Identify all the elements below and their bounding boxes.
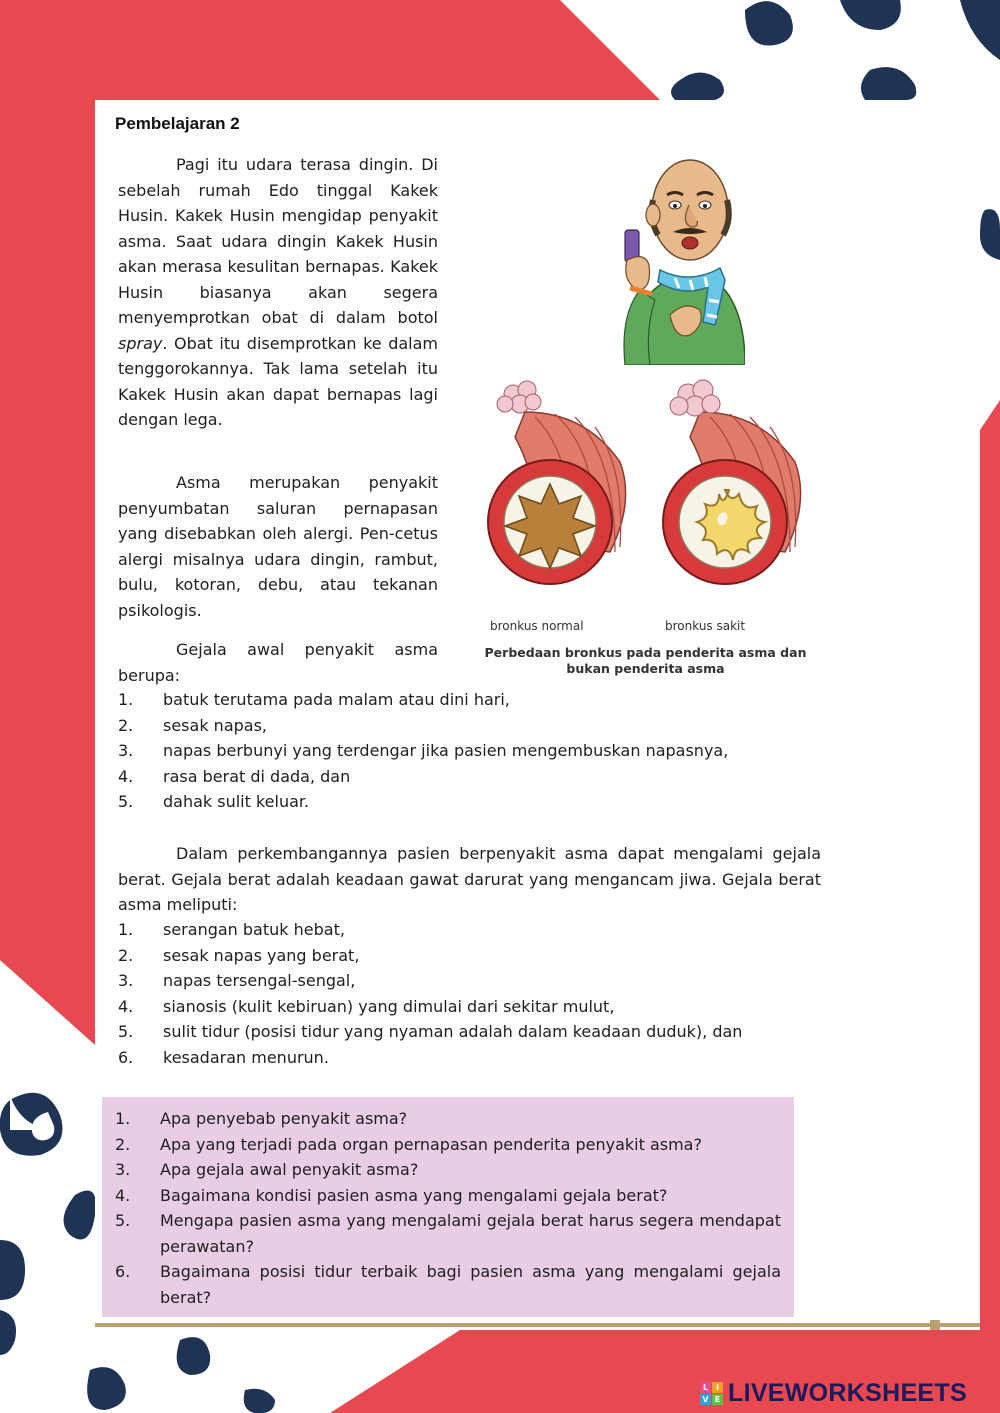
ear xyxy=(646,204,660,226)
paragraph-early-symptoms-text: Gejala awal penyakit asma berupa: xyxy=(118,640,438,685)
blob xyxy=(671,73,724,101)
question-item xyxy=(115,1208,781,1259)
logo-text: LIVEWORKSHEETS xyxy=(728,1378,967,1407)
paragraph-definition-text: Asma merupakan penyakit penyumbatan saluran pernapasan yang disebabkan oleh alergi. Pen-cetus alergi misalnya udara dingin, rambut, bulu, kotoran, debu, atau tekanan psikologis. xyxy=(118,473,438,620)
blob xyxy=(980,209,1000,260)
red-shape-top xyxy=(0,0,660,100)
worksheet-page xyxy=(95,100,980,1330)
label-bronchus-sick: bronkus sakit xyxy=(665,619,746,633)
paragraph-severe-symptoms-text: Dalam perkembangannya pasien berpenyakit asma dapat mengalami gejala berat. Gejala berat adalah keadaan gawat darurat yang mengancam jiwa. Gejala berat asma meliputi: xyxy=(118,844,821,914)
list-item-text: Apa penyebab penyakit asma? xyxy=(160,1109,408,1128)
label-bronchus-normal: bronkus normal xyxy=(490,619,584,633)
list-item-text: sianosis (kulit kebiruan) yang dimulai dari sekitar mulut, xyxy=(163,996,615,1016)
list-item-text: Apa yang terjadi pada organ pernapasan penderita penyakit asma? xyxy=(160,1134,702,1154)
bottom-decorative-rule xyxy=(95,1320,980,1330)
blob xyxy=(244,1389,275,1413)
list-item-number: 3. xyxy=(118,971,134,990)
list-item xyxy=(118,738,728,764)
logo-mark-icon xyxy=(700,1382,723,1405)
list-item-text: sesak napas yang berat, xyxy=(163,945,360,965)
list-item-text: sulit tidur (posisi tidur yang nyaman adalah dalam keadaan duduk), dan xyxy=(163,1022,743,1041)
bronchus-sick xyxy=(663,380,801,584)
list-item-number: 5. xyxy=(118,792,134,811)
list-item xyxy=(118,764,728,790)
blob xyxy=(861,67,916,100)
early-symptoms-list xyxy=(118,687,728,815)
list-item-number: 2. xyxy=(115,1134,131,1154)
red-shape-right xyxy=(980,400,1000,1413)
bronchus-normal xyxy=(488,381,626,584)
list-item-text: rasa berat di dada, dan xyxy=(163,766,351,786)
mouth xyxy=(682,237,698,249)
list-item-number: 3. xyxy=(118,741,134,760)
red-shape-left xyxy=(0,0,95,1045)
paragraph-early-symptoms xyxy=(118,637,438,688)
blob xyxy=(64,1191,96,1240)
list-item-number: 1. xyxy=(118,920,134,939)
question-item xyxy=(115,1157,781,1183)
list-item xyxy=(118,713,728,739)
question-item xyxy=(115,1132,781,1158)
paragraph-intro-italic: spray xyxy=(118,333,163,353)
list-item-text: Bagaimana kondisi pasien asma yang mengalami gejala berat? xyxy=(160,1185,668,1205)
list-item xyxy=(118,994,742,1020)
list-item-text: dahak sulit keluar. xyxy=(163,792,310,811)
blob xyxy=(87,1367,126,1410)
logo-mark-letter: V xyxy=(700,1394,711,1405)
list-item xyxy=(118,1019,742,1045)
paragraph-severe-symptoms xyxy=(118,841,821,918)
question-item xyxy=(115,1183,781,1209)
cuff xyxy=(630,288,652,294)
list-item xyxy=(118,917,742,943)
list-item-text: sesak napas, xyxy=(163,715,267,735)
blob xyxy=(177,1337,211,1375)
question-item xyxy=(115,1106,781,1132)
blob xyxy=(840,0,901,30)
list-item-number: 5. xyxy=(115,1211,131,1230)
list-item-number: 4. xyxy=(118,996,134,1016)
paragraph-intro-end: . Obat itu disemprotkan ke dalam tenggorokannya. Tak lama setelah itu Kakek Husin akan dapat bernapas lagi dengan lega. xyxy=(118,333,438,429)
list-item xyxy=(118,1045,742,1071)
blob xyxy=(0,1240,25,1300)
list-item xyxy=(118,789,728,815)
severe-symptoms-list xyxy=(118,917,742,1070)
logo-mark-letter: L xyxy=(700,1382,711,1393)
list-item-number: 2. xyxy=(118,715,134,735)
list-item-text: Apa gejala awal penyakit asma? xyxy=(160,1160,419,1179)
logo-mark-letter: E xyxy=(712,1394,723,1405)
liveworksheets-logo xyxy=(700,1378,967,1408)
list-item-number: 1. xyxy=(115,1109,131,1128)
list-item xyxy=(118,687,728,713)
list-item-text: kesadaran menurun. xyxy=(163,1047,329,1067)
alveoli-normal xyxy=(497,381,541,413)
blob xyxy=(745,1,793,45)
list-item-number: 3. xyxy=(115,1160,131,1179)
list-item-number: 5. xyxy=(118,1022,134,1041)
list-item-text: napas tersengal-sengal, xyxy=(163,971,356,990)
blob xyxy=(960,0,1000,60)
paragraph-intro-text: Pagi itu udara terasa dingin. Di sebelah rumah Edo tinggal Kakek Husin. Kakek Husin mengidap penyakit asma. Saat udara dingin Kakek Husin akan merasa kesulitan bernapas. Kakek Husin biasanya akan segera menyemprotkan obat di dalam botol xyxy=(118,155,438,327)
blob xyxy=(0,1310,16,1355)
list-item xyxy=(118,943,742,969)
hand-left xyxy=(626,257,650,290)
figure-caption: Perbedaan bronkus pada penderita asma dan bukan penderita asma xyxy=(484,645,807,676)
man-inhaler-illustration xyxy=(605,150,745,365)
list-item-text: Bagaimana posisi tidur terbaik bagi pasien asma yang mengalami gejala berat? xyxy=(160,1262,781,1307)
logo-mark-letter: I xyxy=(712,1382,723,1393)
list-item-text: serangan batuk hebat, xyxy=(163,920,345,939)
questions-box xyxy=(102,1097,794,1317)
paragraph-definition xyxy=(118,470,438,623)
list-item-number: 6. xyxy=(115,1262,131,1281)
page-heading: Pembelajaran 2 xyxy=(115,114,240,133)
list-item-number: 1. xyxy=(118,690,134,709)
list-item-number: 2. xyxy=(118,945,134,965)
list-item-text: Mengapa pasien asma yang mengalami gejala berat harus segera mendapat perawatan? xyxy=(160,1211,781,1256)
list-item-number: 4. xyxy=(115,1185,131,1205)
normal-lumen xyxy=(505,484,595,568)
list-item-text: napas berbunyi yang terdengar jika pasien mengembuskan napasnya, xyxy=(163,741,729,760)
list-item-text: batuk terutama pada malam atau dini hari, xyxy=(163,690,510,709)
questions-list xyxy=(115,1106,781,1310)
paragraph-intro xyxy=(118,152,438,433)
list-item xyxy=(118,968,742,994)
alveoli-sick xyxy=(670,380,720,416)
bronchi-illustration xyxy=(475,372,815,622)
list-item-number: 6. xyxy=(118,1047,134,1067)
list-item-number: 4. xyxy=(118,766,134,786)
question-item xyxy=(115,1259,781,1310)
